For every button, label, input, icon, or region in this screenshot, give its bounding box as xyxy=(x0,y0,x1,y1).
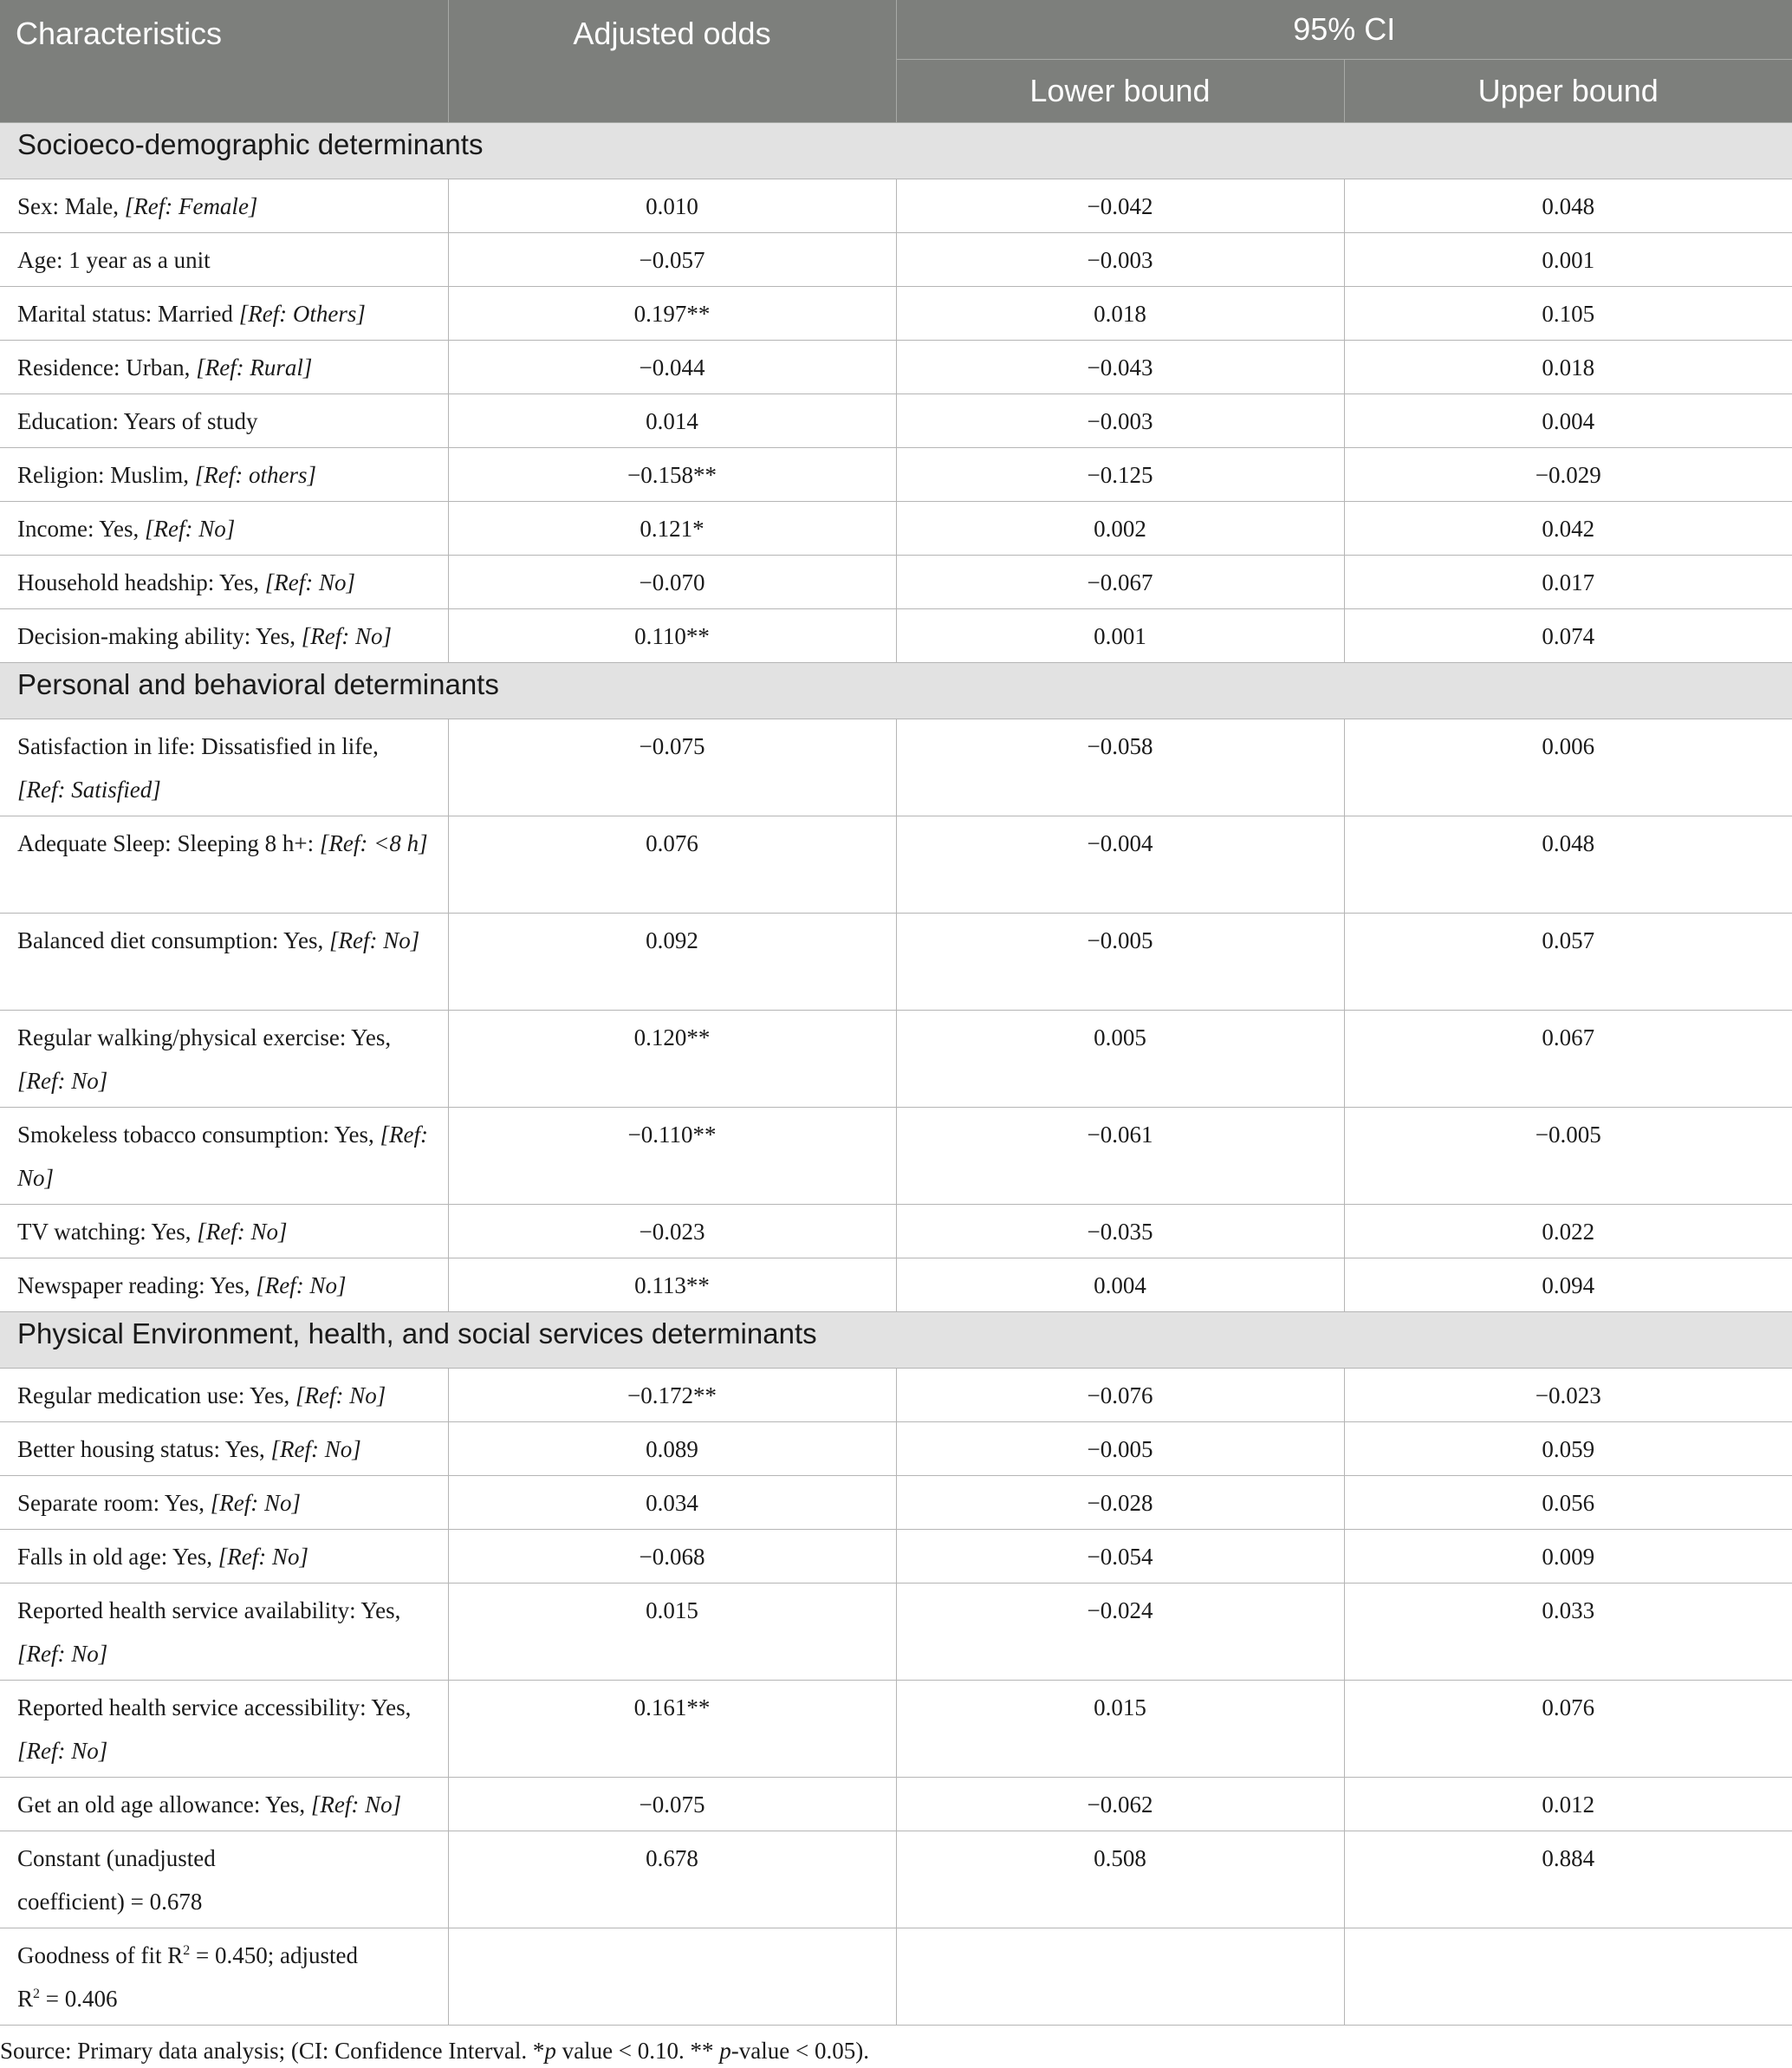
row-upper: −0.023 xyxy=(1344,1368,1792,1421)
row-reference: [Ref: No] xyxy=(17,1121,428,1191)
row-upper: 0.017 xyxy=(1344,555,1792,608)
row-label: Regular walking/physical exercise: Yes, xyxy=(17,1024,392,1050)
row-lower: −0.004 xyxy=(896,816,1344,913)
row-reference: [Ref: Rural] xyxy=(196,354,313,380)
row-characteristic xyxy=(0,1529,448,1583)
row-reference: [Ref: Female] xyxy=(124,192,258,219)
section-header-row xyxy=(0,1311,1792,1368)
table-body xyxy=(0,122,1792,2025)
row-odds: 0.010 xyxy=(448,179,896,232)
row-odds: −0.158** xyxy=(448,447,896,501)
row-label: Smokeless tobacco consumption: Yes, xyxy=(17,1121,380,1148)
fit-text: = 0.450; adjusted xyxy=(190,1941,358,1968)
row-odds: −0.070 xyxy=(448,555,896,608)
row-characteristic xyxy=(0,501,448,555)
row-upper: 0.094 xyxy=(1344,1258,1792,1311)
row-upper: 0.009 xyxy=(1344,1529,1792,1583)
source-p-italic: p xyxy=(719,2037,731,2064)
header-characteristics: Characteristics xyxy=(0,0,448,122)
header-lower-bound: Lower bound xyxy=(896,59,1344,122)
row-lower: −0.005 xyxy=(896,1421,1344,1475)
row-characteristic xyxy=(0,340,448,393)
row-lower: 0.004 xyxy=(896,1258,1344,1311)
row-reference: [Ref: No] xyxy=(145,515,236,542)
row-reference: [Ref: No] xyxy=(264,569,356,595)
table-row xyxy=(0,232,1792,286)
row-odds: −0.172** xyxy=(448,1368,896,1421)
row-label: Better housing status: Yes, xyxy=(17,1435,271,1462)
table-row xyxy=(0,179,1792,232)
row-reference: [Ref: No] xyxy=(17,1737,108,1764)
row-upper: 0.006 xyxy=(1344,719,1792,816)
row-characteristic xyxy=(0,1368,448,1421)
section-title: Socioeco-demographic determinants xyxy=(0,122,1792,179)
row-odds: −0.044 xyxy=(448,340,896,393)
row-odds: 0.014 xyxy=(448,393,896,447)
row-characteristic xyxy=(0,719,448,816)
row-odds: 0.015 xyxy=(448,1583,896,1680)
constant-upper: 0.884 xyxy=(1344,1831,1792,1928)
row-odds: −0.023 xyxy=(448,1204,896,1258)
row-label: Get an old age allowance: Yes, xyxy=(17,1791,311,1818)
row-characteristic xyxy=(0,179,448,232)
row-odds: 0.034 xyxy=(448,1475,896,1529)
row-lower: −0.054 xyxy=(896,1529,1344,1583)
row-odds: −0.110** xyxy=(448,1107,896,1204)
row-label: Sex: Male, xyxy=(17,192,125,219)
table-row xyxy=(0,286,1792,340)
header-upper-bound: Upper bound xyxy=(1344,59,1792,122)
row-odds: −0.068 xyxy=(448,1529,896,1583)
row-label: Decision-making ability: Yes, xyxy=(17,622,302,649)
row-odds: 0.113** xyxy=(448,1258,896,1311)
table-row xyxy=(0,1583,1792,1680)
row-reference: [Ref: others] xyxy=(194,461,317,488)
constant-row xyxy=(0,1831,1792,1928)
source-text-b: value < 0.10. ** xyxy=(555,2037,720,2064)
header-adjusted-odds: Adjusted odds xyxy=(448,0,896,122)
table-row xyxy=(0,1204,1792,1258)
section-header-row xyxy=(0,662,1792,719)
row-characteristic xyxy=(0,1010,448,1107)
table-row xyxy=(0,1010,1792,1107)
table-row xyxy=(0,1529,1792,1583)
row-reference: [Ref: No] xyxy=(310,1791,402,1818)
row-characteristic xyxy=(0,608,448,662)
row-upper: 0.105 xyxy=(1344,286,1792,340)
table-row xyxy=(0,816,1792,913)
row-upper: 0.067 xyxy=(1344,1010,1792,1107)
row-odds: 0.121* xyxy=(448,501,896,555)
table-row xyxy=(0,501,1792,555)
row-lower: −0.005 xyxy=(896,913,1344,1010)
fit-empty-cell xyxy=(1344,1928,1792,2025)
row-lower: −0.067 xyxy=(896,555,1344,608)
table-row xyxy=(0,1107,1792,1204)
row-odds: 0.089 xyxy=(448,1421,896,1475)
fit-label xyxy=(0,1928,448,2025)
row-lower: 0.005 xyxy=(896,1010,1344,1107)
row-characteristic xyxy=(0,816,448,913)
table-row xyxy=(0,555,1792,608)
row-characteristic xyxy=(0,1107,448,1204)
table-row xyxy=(0,1421,1792,1475)
fit-text: R xyxy=(17,1985,34,2012)
row-label: Satisfaction in life: Dissatisfied in life, xyxy=(17,732,379,759)
row-odds: −0.075 xyxy=(448,1777,896,1831)
row-label: Falls in old age: Yes, xyxy=(17,1543,218,1570)
header-ci: 95% CI xyxy=(896,0,1792,59)
row-lower: −0.043 xyxy=(896,340,1344,393)
row-reference: [Ref: No] xyxy=(295,1382,386,1408)
row-characteristic xyxy=(0,1777,448,1831)
row-label: Age: 1 year as a unit xyxy=(17,246,211,273)
row-lower: 0.002 xyxy=(896,501,1344,555)
row-upper: 0.042 xyxy=(1344,501,1792,555)
row-reference: [Ref: No] xyxy=(328,927,420,953)
row-label: Income: Yes, xyxy=(17,515,145,542)
table-row xyxy=(0,1258,1792,1311)
row-characteristic xyxy=(0,1583,448,1680)
table-row xyxy=(0,393,1792,447)
row-upper: 0.033 xyxy=(1344,1583,1792,1680)
row-upper: 0.022 xyxy=(1344,1204,1792,1258)
row-upper: 0.018 xyxy=(1344,340,1792,393)
row-label: Residence: Urban, xyxy=(17,354,197,380)
fit-empty-cell xyxy=(448,1928,896,2025)
row-odds: −0.075 xyxy=(448,719,896,816)
section-header-row xyxy=(0,122,1792,179)
row-upper: 0.057 xyxy=(1344,913,1792,1010)
row-upper: 0.074 xyxy=(1344,608,1792,662)
row-lower: −0.062 xyxy=(896,1777,1344,1831)
constant-label-line1: Constant (unadjusted xyxy=(17,1844,216,1871)
row-reference: [Ref: No] xyxy=(17,1067,108,1094)
row-reference: [Ref: Satisfied] xyxy=(17,776,161,803)
row-upper: 0.076 xyxy=(1344,1680,1792,1777)
row-odds: 0.092 xyxy=(448,913,896,1010)
row-label: Adequate Sleep: Sleeping 8 h+: xyxy=(17,829,320,856)
row-label: Household headship: Yes, xyxy=(17,569,265,595)
row-characteristic xyxy=(0,1475,448,1529)
row-lower: −0.042 xyxy=(896,179,1344,232)
row-lower: −0.035 xyxy=(896,1204,1344,1258)
fit-text: 2 xyxy=(183,1942,191,1958)
table-row xyxy=(0,1777,1792,1831)
row-upper: 0.059 xyxy=(1344,1421,1792,1475)
row-upper: 0.048 xyxy=(1344,816,1792,913)
table-row xyxy=(0,340,1792,393)
row-label: Regular medication use: Yes, xyxy=(17,1382,295,1408)
row-odds: 0.076 xyxy=(448,816,896,913)
row-lower: −0.061 xyxy=(896,1107,1344,1204)
row-label: TV watching: Yes, xyxy=(17,1218,198,1245)
table-source-note xyxy=(0,2026,1792,2065)
section-title: Personal and behavioral determinants xyxy=(0,662,1792,719)
row-lower: 0.001 xyxy=(896,608,1344,662)
fit-text: 2 xyxy=(33,1986,41,2001)
row-characteristic xyxy=(0,393,448,447)
row-upper: 0.012 xyxy=(1344,1777,1792,1831)
row-upper: 0.001 xyxy=(1344,232,1792,286)
row-odds: −0.057 xyxy=(448,232,896,286)
row-odds: 0.197** xyxy=(448,286,896,340)
row-reference: [Ref: No] xyxy=(197,1218,288,1245)
row-upper: −0.005 xyxy=(1344,1107,1792,1204)
row-upper: 0.048 xyxy=(1344,179,1792,232)
table-row xyxy=(0,447,1792,501)
row-odds: 0.110** xyxy=(448,608,896,662)
table-row xyxy=(0,1680,1792,1777)
row-characteristic xyxy=(0,555,448,608)
row-label: Newspaper reading: Yes, xyxy=(17,1271,256,1298)
row-lower: −0.076 xyxy=(896,1368,1344,1421)
constant-lower: 0.508 xyxy=(896,1831,1344,1928)
row-upper: 0.004 xyxy=(1344,393,1792,447)
row-lower: 0.015 xyxy=(896,1680,1344,1777)
table-row xyxy=(0,913,1792,1010)
row-reference: [Ref: No] xyxy=(218,1543,309,1570)
row-odds: 0.161** xyxy=(448,1680,896,1777)
row-characteristic xyxy=(0,447,448,501)
table-header xyxy=(0,0,1792,122)
row-reference: [Ref: No] xyxy=(210,1489,301,1516)
row-lower: −0.024 xyxy=(896,1583,1344,1680)
row-reference: [Ref: No] xyxy=(256,1271,347,1298)
row-label: Separate room: Yes, xyxy=(17,1489,211,1516)
row-lower: −0.028 xyxy=(896,1475,1344,1529)
table-row xyxy=(0,719,1792,816)
row-characteristic xyxy=(0,232,448,286)
row-characteristic xyxy=(0,1204,448,1258)
row-reference: [Ref: No] xyxy=(270,1435,361,1462)
row-label: Marital status: Married xyxy=(17,300,239,327)
row-upper: 0.056 xyxy=(1344,1475,1792,1529)
row-characteristic xyxy=(0,913,448,1010)
row-lower: −0.058 xyxy=(896,719,1344,816)
row-reference: [Ref: No] xyxy=(17,1640,108,1667)
row-reference: [Ref: <8 h] xyxy=(319,829,428,856)
row-reference: [Ref: No] xyxy=(301,622,392,649)
constant-odds: 0.678 xyxy=(448,1831,896,1928)
row-odds: 0.120** xyxy=(448,1010,896,1107)
row-lower: 0.018 xyxy=(896,286,1344,340)
row-lower: −0.003 xyxy=(896,393,1344,447)
fit-text: = 0.406 xyxy=(40,1985,118,2012)
source-p-italic: p xyxy=(544,2037,556,2064)
table-row xyxy=(0,608,1792,662)
row-upper: −0.029 xyxy=(1344,447,1792,501)
source-text-c: -value < 0.05). xyxy=(730,2037,869,2064)
row-reference: [Ref: Others] xyxy=(238,300,366,327)
row-lower: −0.003 xyxy=(896,232,1344,286)
row-characteristic xyxy=(0,1421,448,1475)
row-characteristic xyxy=(0,1258,448,1311)
row-lower: −0.125 xyxy=(896,447,1344,501)
row-characteristic xyxy=(0,286,448,340)
fit-text: Goodness of fit R xyxy=(17,1941,184,1968)
constant-label xyxy=(0,1831,448,1928)
row-label: Reported health service accessibility: Yes, xyxy=(17,1694,412,1720)
row-label: Religion: Muslim, xyxy=(17,461,195,488)
source-text-a: Source: Primary data analysis; (CI: Confidence Interval. * xyxy=(0,2037,545,2064)
fit-empty-cell xyxy=(896,1928,1344,2025)
table-row xyxy=(0,1475,1792,1529)
row-characteristic xyxy=(0,1680,448,1777)
fit-row xyxy=(0,1928,1792,2025)
constant-label-line2: coefficient) = 0.678 xyxy=(17,1888,203,1915)
row-label: Education: Years of study xyxy=(17,407,258,434)
table-row xyxy=(0,1368,1792,1421)
row-label: Reported health service availability: Yes, xyxy=(17,1597,401,1623)
row-label: Balanced diet consumption: Yes, xyxy=(17,927,329,953)
section-title: Physical Environment, health, and social services determinants xyxy=(0,1311,1792,1368)
